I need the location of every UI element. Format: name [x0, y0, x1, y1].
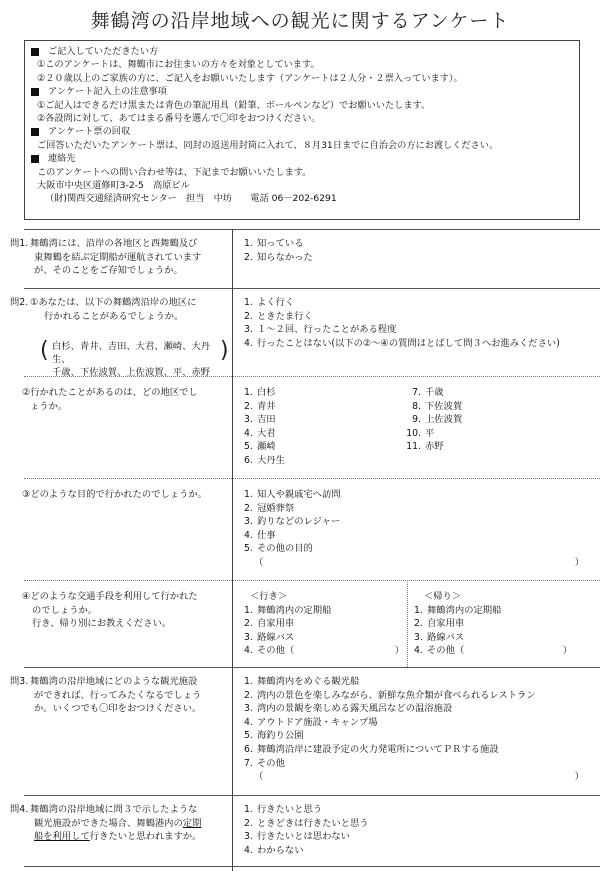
option-number: 2. [244, 618, 253, 630]
option-item[interactable] [244, 502, 584, 516]
option-label: その他 [257, 757, 285, 769]
option-item[interactable] [244, 515, 584, 529]
question-line: が、そのことをご存知でしょうか。 [34, 265, 183, 277]
option-number: 1. [244, 238, 253, 249]
option-number: 3. [414, 631, 423, 643]
question-line: か。いくつでも〇印をおつけください。 [34, 703, 202, 715]
option-label: わからない [257, 844, 304, 856]
option-item[interactable] [412, 631, 572, 645]
info-line: ご回答いただいたアンケート票は、同封の返送用封筒に入れて、８月31日までに自治会の方にお渡しください。 [37, 139, 499, 151]
option-number: 1. [244, 604, 253, 616]
left-brace-icon: ( [40, 338, 49, 363]
option-item[interactable] [244, 386, 285, 400]
option-number: 10. [406, 427, 421, 439]
question-number: 問3. [10, 676, 29, 687]
option-number: 4. [244, 844, 253, 856]
divider [24, 478, 600, 479]
option-number: 7. [244, 757, 253, 769]
divider [24, 229, 600, 230]
option-label: 白杉 [257, 387, 276, 398]
question-text [30, 803, 201, 844]
option-item[interactable] [244, 617, 404, 631]
question-line: 舞鶴湾の沿岸地域に問３で示したような [30, 804, 198, 815]
question-2-2-options-left [244, 386, 285, 468]
option-item[interactable] [244, 237, 313, 251]
option-label: 瀬崎 [257, 441, 276, 453]
contact-organization: （財)関西交通経済研究センター 担当 中坊 電話 06－202-6291 [45, 193, 337, 205]
option-number: 1. [244, 676, 253, 687]
option-item[interactable] [244, 757, 584, 771]
option-number: 2. [244, 817, 253, 829]
option-item[interactable] [244, 729, 584, 743]
question-line [30, 830, 201, 844]
option-label: 平 [425, 427, 435, 439]
option-item[interactable] [244, 488, 584, 502]
option-item[interactable] [244, 631, 404, 645]
section-heading-text: アンケート票の回収 [48, 126, 131, 138]
option-number: 6. [244, 454, 253, 466]
option-number: 2. [244, 251, 253, 263]
section-heading [31, 45, 573, 58]
option-label: 行きたいと思う [257, 804, 323, 815]
section-heading-text: ご記入していただきたい方 [48, 46, 159, 57]
info-line: ①このアンケートは、舞鶴市にお住まいの方々を対象としています。 [37, 59, 320, 71]
option-number: 9. [412, 414, 421, 426]
option-label: アウトドア施設・キャンプ場 [257, 716, 378, 728]
section-heading [31, 125, 573, 138]
option-label: 青井 [257, 400, 276, 412]
right-brace-icon: ) [220, 338, 229, 363]
info-line: ①ご記入はできるだけ黒または青色の筆記用具（鉛筆、ボールペンなど）でお願いいたします。 [37, 99, 431, 111]
option-item[interactable] [244, 675, 584, 689]
question-number: 問1. [10, 238, 29, 249]
option-item[interactable] [244, 310, 560, 324]
divider [24, 580, 600, 581]
question-line: ょうか。 [30, 400, 68, 412]
option-number: 1. [244, 489, 253, 500]
question-number: 問2. [10, 297, 29, 308]
section-heading-text: 連絡先 [48, 153, 76, 165]
district-line: 白杉、青井、吉田、大君、瀬崎、大丹生、 [52, 341, 211, 365]
option-number: 4. [244, 645, 253, 657]
option-item[interactable] [244, 296, 560, 310]
option-item[interactable] [244, 427, 285, 441]
divider [24, 866, 600, 867]
option-item[interactable] [244, 817, 369, 831]
option-number: 1. [244, 387, 253, 398]
option-item[interactable] [412, 644, 572, 658]
option-label: 大丹生 [257, 454, 285, 466]
option-label: 釣りなどのレジャー [257, 516, 341, 528]
option-number: 2. [244, 310, 253, 322]
option-label: 上佐波賀 [425, 414, 463, 426]
other-facility-field[interactable] [244, 770, 584, 784]
return-header: ＜帰り＞ [424, 591, 462, 602]
option-label: 仕事 [257, 529, 276, 541]
question-line: ①あなたは、以下の舞鶴湾沿岸の地区に [30, 297, 197, 308]
option-item[interactable] [244, 251, 313, 265]
square-bullet-icon [31, 128, 39, 136]
option-label: 舞鶴湾沿岸に建設予定の火力発電所についてＰＲする施設 [257, 743, 499, 755]
option-number: 4. [244, 337, 253, 349]
option-label: 舞鶴湾内の定期船 [427, 604, 502, 616]
question-line: 東舞鶴を結ぶ定期船が運航されています [34, 251, 202, 263]
option-number: 8. [412, 400, 421, 412]
option-label: 湾内の景色を楽しみながら、新鮮な魚介類が食べられるレストラン [257, 689, 536, 701]
option-number: 4. [244, 529, 253, 541]
paren-open: （ [254, 771, 264, 783]
section-heading-text: アンケート記入上の注意事項 [48, 86, 167, 98]
option-number: 5. [244, 730, 253, 742]
option-label: ときどきは行きたいと思う [257, 817, 369, 829]
column-divider-dotted [407, 580, 408, 667]
option-number: 6. [244, 743, 253, 755]
section-heading [31, 152, 573, 165]
option-number: 2. [244, 400, 253, 412]
outbound-header: ＜行き＞ [250, 591, 288, 602]
text-span: 行きたいと思われますか。 [89, 831, 202, 843]
paren-open: （ [254, 556, 264, 568]
square-bullet-icon [31, 88, 39, 96]
option-label: 自家用車 [427, 618, 465, 630]
option-label: 知っている [257, 238, 304, 249]
district-list [40, 338, 229, 379]
question-1-options [244, 237, 313, 264]
paren-close: ） [562, 645, 572, 657]
instructions-box [24, 40, 580, 220]
option-number: 1. [414, 604, 423, 616]
option-number: 1. [244, 297, 253, 308]
question-3-options [244, 675, 584, 784]
question-2-3-options [244, 488, 584, 570]
question-line: ③どのような目的で行かれたのでしょうか。 [22, 489, 207, 500]
option-item[interactable] [244, 440, 285, 454]
option-number: 4. [244, 716, 253, 728]
option-item[interactable] [244, 529, 584, 543]
option-item[interactable] [244, 844, 369, 858]
option-item[interactable] [404, 427, 462, 441]
option-item[interactable] [412, 604, 572, 618]
option-item[interactable] [244, 413, 285, 427]
option-item[interactable] [404, 413, 462, 427]
option-label: 知らなかった [257, 251, 313, 263]
option-number: 5. [244, 543, 253, 555]
option-item[interactable] [404, 400, 462, 414]
option-item[interactable] [404, 440, 462, 454]
option-item[interactable] [244, 689, 584, 703]
option-item[interactable] [244, 743, 584, 757]
question-line: ができれば、行ってみたくなるでしょう [34, 689, 202, 701]
question-2-2-options-right [404, 386, 462, 454]
option-label: 舞鶴湾内の定期船 [257, 604, 332, 616]
option-label: 路線バス [427, 631, 465, 643]
question-line: ④どのような交通手段を利用して行かれた [22, 591, 198, 602]
option-label: その他（ [427, 645, 465, 657]
divider [24, 667, 600, 668]
paren-close: ） [574, 556, 584, 568]
info-line: ②各設問に対して、あてはまる番号を選んで〇印をおつけください。 [37, 113, 321, 125]
contact-address: 大阪市中央区道修町3-2-5 高原ビル [37, 180, 190, 192]
underlined-text: 船を利用して [34, 831, 90, 843]
option-item[interactable] [244, 830, 369, 844]
option-item[interactable] [244, 702, 584, 716]
option-number: 4. [414, 645, 423, 657]
option-label: その他の目的 [257, 543, 313, 555]
option-item[interactable] [244, 644, 404, 658]
option-item[interactable] [244, 400, 285, 414]
divider [24, 795, 600, 796]
option-label: 行きたいとは思わない [257, 831, 350, 843]
option-number: 2. [244, 689, 253, 701]
option-label: よく行く [257, 297, 295, 308]
district-line: 千歳、下佐波賀、上佐波賀、平、赤野 [52, 367, 211, 378]
option-label: 冠婚葬祭 [257, 502, 295, 514]
option-label: 路線バス [257, 631, 295, 643]
option-label: 知人や親戚宅へ訪問 [257, 489, 341, 500]
question-text [30, 296, 196, 323]
option-label: 吉田 [257, 414, 276, 426]
square-bullet-icon [31, 48, 39, 56]
question-2-1-options [244, 296, 560, 350]
option-item[interactable] [244, 337, 560, 351]
option-number: 3. [244, 324, 253, 336]
info-line: ②２０歳以上のご家族の方に、ご記入をお願いいたします（アンケートは２人分・２票入っています）。 [37, 72, 463, 84]
option-number: 2. [414, 618, 423, 630]
paren-close: ） [574, 771, 584, 783]
question-line: ②行かれたことがあるのは、どの地区でし [22, 387, 198, 398]
question-text [30, 237, 201, 278]
option-item[interactable] [244, 803, 369, 817]
question-line: 舞鶴湾には、沿岸の各地区と西舞鶴及び [30, 238, 198, 249]
column-divider [232, 229, 233, 871]
option-number: 5. [244, 441, 253, 453]
option-item[interactable] [244, 716, 584, 730]
option-label: 湾内の景観を楽しめる露天風呂などの温浴施設 [257, 703, 453, 715]
option-label: 赤野 [425, 441, 444, 453]
option-number: 3. [244, 516, 253, 528]
option-item[interactable] [244, 542, 584, 556]
option-label: 大君 [257, 427, 276, 439]
option-label: その他（ [257, 645, 295, 657]
option-item[interactable] [244, 454, 285, 468]
option-number: 1. [244, 804, 253, 815]
question-line: 行き、帰り別にお教えください。 [32, 618, 172, 630]
option-label: 舞鶴湾内をめぐる観光船 [257, 676, 360, 687]
option-label: 自家用車 [257, 618, 295, 630]
option-label: ときたま行く [257, 310, 313, 322]
underlined-text: 定期 [182, 817, 202, 829]
question-number: 問4. [10, 804, 29, 815]
paren-close: ） [394, 645, 404, 657]
option-item[interactable] [404, 386, 462, 400]
other-purpose-field[interactable] [244, 556, 584, 570]
option-label: 千歳 [425, 387, 444, 398]
option-number: 11. [406, 441, 421, 453]
question-text [30, 675, 201, 716]
option-number: 2. [244, 502, 253, 514]
option-number: 4. [244, 427, 253, 439]
question-2-4 [22, 590, 230, 631]
question-2-2 [22, 386, 230, 413]
option-number: 3. [244, 414, 253, 426]
question-4-options [244, 803, 369, 857]
section-heading [31, 85, 573, 98]
option-number: 7. [412, 387, 421, 398]
option-label: １～２回、行ったことがある程度 [257, 324, 397, 336]
question-line: のでしょうか。 [32, 604, 98, 616]
option-label: 海釣り公園 [257, 730, 304, 742]
question-2-3 [22, 488, 230, 502]
question-line [30, 817, 201, 831]
square-bullet-icon [31, 155, 39, 163]
option-label: 行ったことはない(以下の②～④の質問はとばして問３へお進みください) [257, 337, 560, 349]
info-line: このアンケートへの問い合わせ等は、下記までお願いいたします。 [37, 166, 312, 178]
option-item[interactable] [244, 323, 560, 337]
return-options [412, 590, 572, 658]
option-item[interactable] [244, 604, 404, 618]
option-number: 3. [244, 703, 253, 715]
option-item[interactable] [412, 617, 572, 631]
option-number: 3. [244, 631, 253, 643]
divider [24, 288, 600, 289]
question-line: 舞鶴湾の沿岸地域にどのような観光施設 [30, 676, 198, 687]
option-number: 3. [244, 831, 253, 843]
question-line: 行かれることがあるでしょうか。 [44, 310, 184, 322]
option-label: 下佐波賀 [425, 400, 463, 412]
page-title: 舞鶴湾の沿岸地域への観光に関するアンケート [90, 10, 510, 32]
text-span: 観光施設ができた場合、舞鶴港内の [34, 817, 183, 829]
outbound-options [244, 590, 404, 658]
